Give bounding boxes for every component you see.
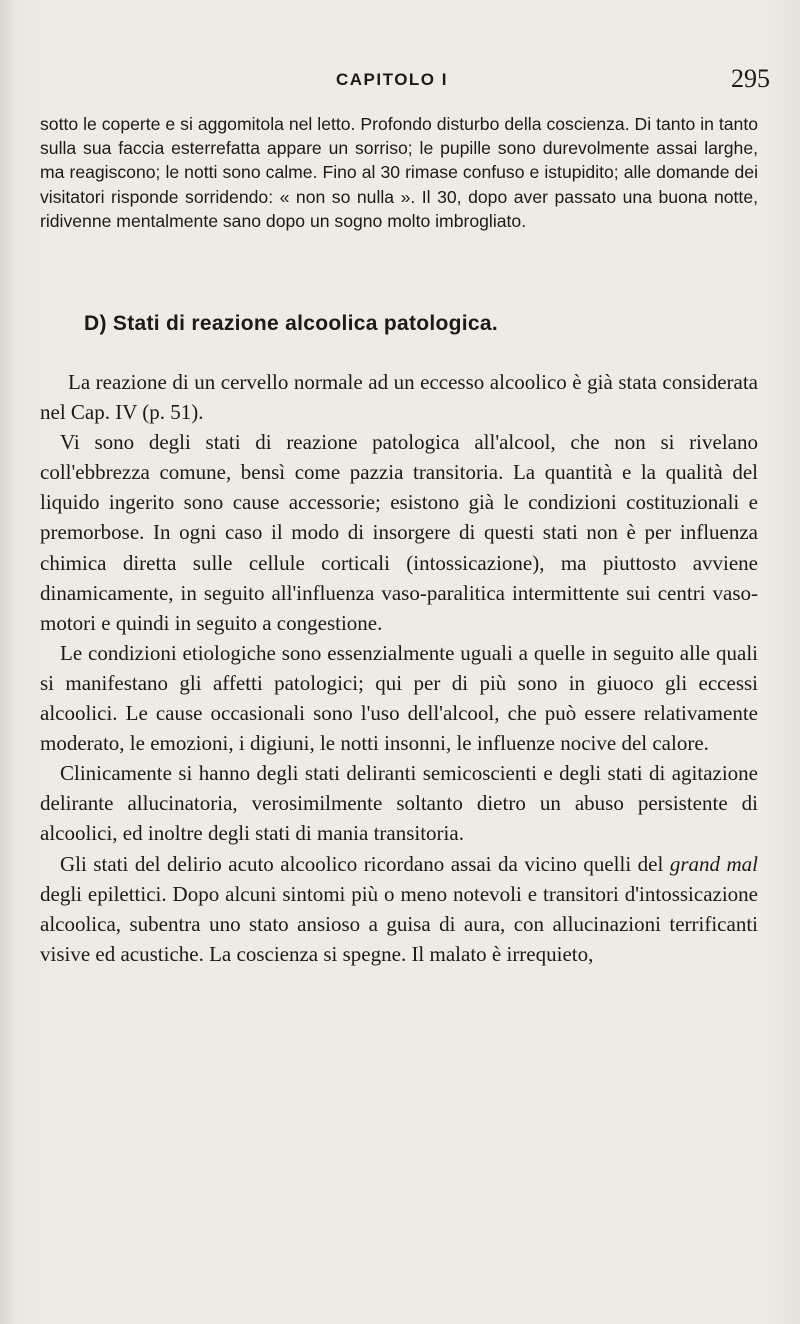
paragraph-2: Vi sono degli stati di reazione patologica all'alcool, che non si rivelano coll'ebbrezza comune, bensì come pazzia transitoria. La quantità e la qualità del liquido ingerito sono cause accessorie; esistono già le condizioni costituzionali e premorbose. In ogni caso il modo di insorgere di questi stati non è per influenza chimica diretta sulle cellule corticali (intossicazione), ma piuttosto avviene dinamicamente, in seguito all'influenza vaso-paralitica intermittente sui centri vaso-motori e quindi in seguito a congestione. [40, 430, 758, 635]
running-head: CAPITOLO I [336, 70, 448, 89]
paragraph-5-rest: degli epilettici. Dopo alcuni sintomi più o meno notevoli e transitori d'intossicazione alcoolica, subentra uno stato ansioso a guisa di aura, con allucinazioni terrificanti visive ed acustiche. La coscienza si spegne. Il malato è irrequieto, [40, 881, 758, 966]
italic-term: grand mal [669, 851, 758, 876]
section-heading: D) Stati di reazione alcoolica patologica. [84, 312, 499, 335]
paragraph-3: Le condizioni etiologiche sono essenzialmente uguali a quelle in seguito alle quali si manifestano gli affetti patologici; qui per di più sono in giuoco gli eccessi alcoolici. Le cause occasionali sono l'uso dell'alcool, che può essere relativamente moderato, le emozioni, i digiuni, le notti insonni, le influenze nocive del calore. [40, 640, 758, 756]
intro-paragraph: sotto le coperte e si aggomitola nel letto. Profondo disturbo della coscienza. Di tanto in tanto sulla sua faccia esterrefatta appare un sorriso; le pupille sono durevolmente assai larghe, ma reagiscono; le notti sono calme. Fino al 30 rimase confuso e istupidito; alle domande dei visitatori risponde sorridendo: « non so nulla ». Il 30, dopo aver passato una buona notte, ridivenne mentalmente sano dopo un sogno molto imbrogliato. [40, 114, 758, 231]
page-header [40, 64, 770, 104]
body-text [40, 367, 758, 969]
paragraph-1: La reazione di un cervello normale ad un eccesso alcoolico è già stata considerata nel Cap. IV (p. 51). [40, 370, 758, 425]
paragraph-4: Clinicamente si hanno degli stati deliranti semicoscienti e degli stati di agitazione delirante allucinatoria, verosimilmente soltanto dietro un abuso persistente di alcoolici, ed inoltre degli stati di mania transitoria. [40, 761, 758, 846]
paragraph-5 [40, 849, 758, 969]
paragraph-5-lead: Gli stati del delirio acuto alcoolico ricordano assai da vicino quelli del [60, 851, 670, 876]
page-number: 295 [731, 64, 770, 93]
